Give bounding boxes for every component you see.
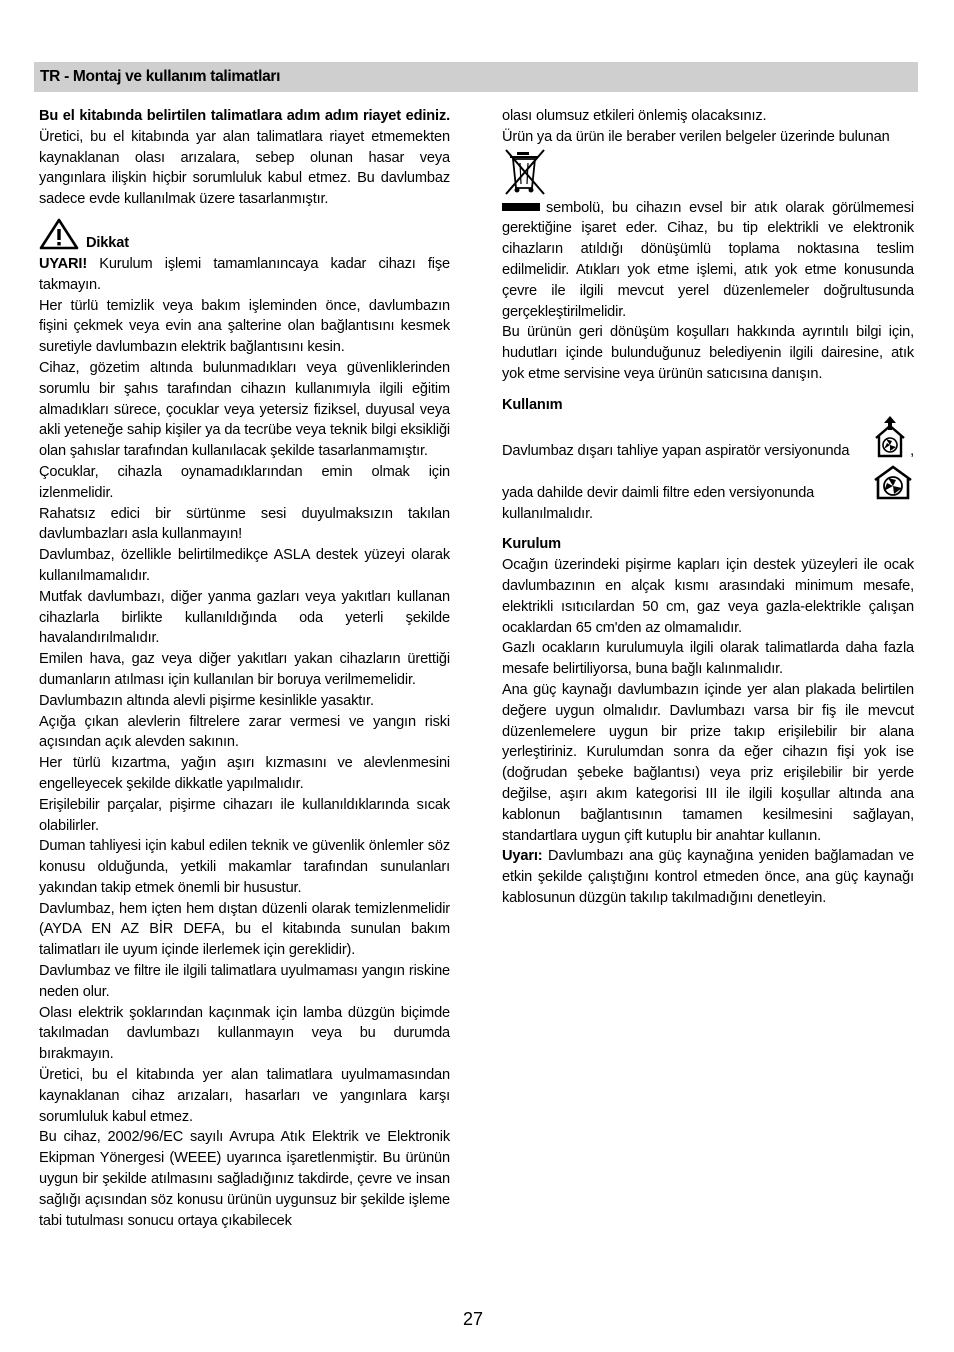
crossed-bin-icon — [502, 148, 548, 196]
warning-triangle-icon — [39, 218, 79, 250]
left-column — [39, 106, 450, 1231]
recycling-paragraph: Bu ürünün geri dönüşüm koşulları hakkında ayrıntılı bilgi için, hudutları içinde bulunduğunuz belediyenin ilgili dairesine, atık yok etme servisine veya ürünün satıcısına danışın. — [502, 324, 914, 382]
weee-continued: olası olumsuz etkileri önlemiş olacaksınız. — [502, 108, 767, 124]
safety-paragraph: Erişilebilir parçalar, pişirme cihazarı ile kullanıldıklarında sıcak olabilirler. — [39, 796, 450, 834]
weee-bar — [502, 203, 540, 211]
usage-end: kullanılmalıdır. — [502, 505, 593, 522]
extraction-version-text: Davlumbaz dışarı tahliye yapan aspiratör versiyonunda — [502, 442, 850, 459]
comma: , — [910, 442, 914, 459]
safety-paragraph: Davlumbaz, özellikle belirtilmedikçe ASLA destek yüzeyi olarak kullanılmamalıdır. — [39, 547, 450, 584]
safety-paragraph: Mutfak davlumbazı, diğer yanma gazları veya yakıtları kullanan cihazlarla birlikte kullanıldığında oda yeterli şekilde havalandırılmalıdır. — [39, 588, 450, 647]
safety-paragraph: Her türlü temizlik veya bakım işleminden önce, davlumbazın fişini çekmek veya evin ana şalterine olan bağlantısını kesmek suretiyle davlumbazın elektrik bağlantısını kesin. — [39, 297, 450, 356]
safety-paragraph: Açığa çıkan alevlerin filtrelere zarar vermesi ve yangın riski açısından açık alevden sakının. — [39, 713, 450, 751]
spacer — [502, 524, 914, 534]
intro-paragraph — [39, 106, 450, 210]
install-paragraph: Ocağın üzerindeki pişirme kapları için destek yüzeyleri ile ocak davlumbazının en alçak kısmı arasındaki minimum mesafe, elektrikli ısıtıcılardan 50 cm, gaz veya gazla-elektrikle çalışan ocaklardan 65 cm'den az olmamalıdır. — [502, 557, 914, 636]
warning-text: Kurulum işlemi tamamlanıncaya kadar cihazı fişe takmayın. — [39, 255, 450, 293]
kurulum-heading: Kurulum — [502, 536, 561, 553]
recirculation-version-text: yada dahilde devir daimli filtre eden versiyonunda — [502, 484, 815, 501]
safety-paragraph: Davlumbaz, hem içten hem dıştan düzenli olarak temizlenmelidir (AYDA EN AZ BİR DEFA, bu el kitabında sunulan bakım talimatları ile uyum içinde ilerlemek için gereklidir). — [39, 900, 450, 959]
spacer — [502, 385, 914, 395]
dikkat-label: Dikkat — [86, 234, 129, 251]
kullanim-heading: Kullanım — [502, 396, 563, 413]
safety-paragraph: Çocuklar, cihazla oynamadıklarından emin olmak için izlenmelidir. — [39, 463, 450, 501]
section-title: TR - Montaj ve kullanım talimatları — [40, 68, 281, 85]
dikkat-heading — [39, 210, 450, 254]
install-warning-text: Davlumbazı ana güç kaynağına yeniden bağlamadan ve etkin şekilde çalıştığını kontrol etmeden önce, ana güç kaynağı kablosunun düzgün takılıp takılmadığını denetleyin. — [502, 848, 914, 906]
safety-paragraph: Üretici, bu el kitabında yer alan talimatlara uyulmamasından kaynaklanan cihaz arızaları, hasarları ve yangınlara karşı sorumluluk kabul etmez. — [39, 1067, 450, 1125]
weee-symbol — [502, 148, 914, 198]
house-extraction-icon — [872, 416, 908, 458]
extraction-version-line — [502, 416, 914, 464]
weee-explanation-text: sembolü, bu cihazın evsel bir atık olarak görülmemesi gerektiğine işaret eder. Cihaz, bu tip elektrikli ve elektronik cihazların atıldığı dönüşümlü toplama noktasına teslim edilmelidir. Atıkları yok etme işlemi, atık yok etme konusunda çevre ile ilgili mevcut yerel düzenlemeler doğrultusunda gerçekleştirilmelidir. — [502, 199, 914, 320]
install-warning-bold: Uyarı: — [502, 848, 543, 865]
recirculation-version-line — [502, 464, 914, 504]
safety-paragraph: Davlumbazın altında alevli pişirme kesinlikle yasaktır. — [39, 692, 374, 709]
warning-bold: UYARI! — [39, 255, 88, 272]
install-paragraph: Gazlı ocakların kurulumuyla ilgili olarak talimatlarda daha fazla mesafe belirtiliyorsa, buna bağlı kalınmalıdır. — [502, 640, 914, 678]
weee-paragraph: Bu cihaz, 2002/96/EC sayılı Avrupa Atık Elektrik ve Elektronik Ekipman Yönergesi (WEEE) uyarınca işaretlenmiştir. Bu ürünün uygun bir şekilde atılmasını sağladığınız takdirde, çevre ve insan sağlığı açısından söz konusu ürünün uygunsuz bir şekilde işleme tabi tutulması sonucu ortaya çıkabilecek — [39, 1129, 450, 1229]
safety-paragraph: Rahatsız edici bir sürtünme sesi duyulmaksızın takılan davlumbazları asla kullanmayın! — [39, 505, 450, 543]
safety-paragraph: Olası elektrik şoklarından kaçınmak için lamba düzgün biçimde takılmadan davlumbazı kullanmayın veya bu durumda bırakmayın. — [39, 1004, 450, 1063]
intro-bold: Bu el kitabında belirtilen talimatlara adım adım riayet ediniz. — [39, 108, 450, 124]
house-recirculation-icon — [872, 464, 914, 500]
safety-paragraph: Davlumbaz ve filtre ile ilgili talimatlara uyulmaması yangın riskine neden olur. — [39, 963, 450, 1000]
safety-paragraph: Cihaz, gözetim altında bulunmadıkları veya güvenliklerinden sorumlu bir şahıs tarafından cihazın kullanımıyla ilgili eğitim almadıkları sürece, çocuklar veya yetersiz fiziksel, duyusal veya akli yeteneğe sahip kişiler ya da tecrübe veya teknik bilgi eksikliği olan şahıslar tarafından kullanılacak şekilde tasarlanmamıştır. — [39, 359, 450, 460]
safety-paragraph: Duman tahliyesi için kabul edilen teknik ve güvenlik önlemler söz konusu olduğunda, yetkili makamlar tarafından sunulanları yakından takip etmek önemli bir husustur. — [39, 838, 450, 896]
install-paragraph: Ana güç kaynağı davlumbazın içinde yer alan plakada belirtilen değere uygun olmalıdır. Davlumbazı varsa bir fiş ile mevcut düzenlemelere uygun bir prize takıp erişilebilir bir alana yerleştiriniz. Kurulumdan sonra da eğer cihazın fişi yok ise (doğrudan şebeke bağlantısı) veya priz erişilebilir bir yerde değilse, aşırı akım kategorisi III ile ilgili koşullar altında ana kablonun bağlantısının tamamen kesilmesini sağlayan, standartlara uygun çift kutuplu bir anahtar kullanın. — [502, 681, 914, 844]
weee-symbol-intro: Ürün ya da ürün ile beraber verilen belgeler üzerinde bulunan — [502, 128, 890, 145]
safety-paragraph: Emilen hava, gaz veya diğer yakıtları yakan cihazların ürettiği dumanların atılması için kullanılan bir boruya verilmemelidir. — [39, 651, 450, 688]
section-header-bar — [34, 62, 918, 92]
intro-text: Üretici, bu el kitabında yar alan talimatlara riayet etmemekten kaynaklanan olası arızalara, sebep olunan hasar veya yangınlara ilişkin hiçbir sorumluluk kabul etmez. Bu davlumbaz sadece evde kullanılmak üzere tasarlanmıştır. — [39, 128, 450, 208]
right-column — [502, 106, 914, 909]
warning-paragraph — [39, 254, 450, 296]
weee-explanation — [502, 198, 914, 323]
page-number: 27 — [463, 1309, 484, 1329]
install-warning — [502, 846, 914, 908]
safety-paragraph: Her türlü kızartma, yağın aşırı kızmasını ve alevlenmesini engelleyecek şekilde dikkatle yapılmalıdır. — [39, 755, 450, 792]
